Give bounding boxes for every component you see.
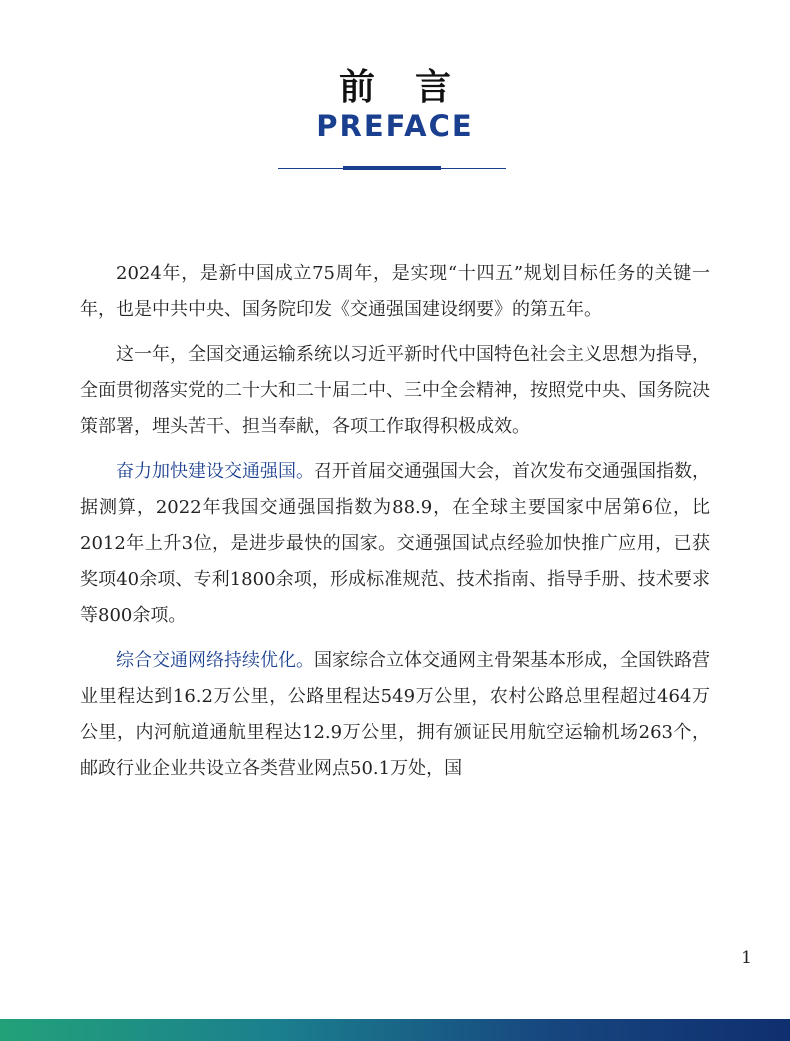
paragraph-2	[80, 337, 710, 445]
title-divider-accent	[343, 166, 441, 170]
page-number: 1	[741, 948, 752, 968]
paragraph-1-text: 2024年，是新中国成立75周年，是实现“十四五”规划目标任务的关键一年，也是中共中央、国务院印发《交通强国建设纲要》的第五年。	[80, 263, 710, 320]
paragraph-4	[80, 643, 710, 787]
page-title-cn: 前言	[338, 67, 491, 108]
body-text	[80, 256, 710, 796]
page-title-en: PREFACE	[316, 109, 474, 143]
paragraph-3-text: 召开首届交通强国大会，首次发布交通强国指数，据测算，2022年我国交通强国指数为88.9，在全球主要国家中居第6位，比2012年上升3位，是进步最快的国家。交通强国试点经验加快推广应用，已获奖项40余项、专利1800余项，形成标准规范、技术指南、指导手册、技术要求等800余项。	[80, 461, 710, 626]
footer-gradient-bar	[0, 1019, 790, 1041]
paragraph-4-lead: 综合交通网络持续优化。	[116, 650, 314, 671]
paragraph-1	[80, 256, 710, 328]
paragraph-3-lead: 奋力加快建设交通强国。	[116, 461, 314, 482]
paragraph-3	[80, 454, 710, 634]
paragraph-4-text: 国家综合立体交通网主骨架基本形成，全国铁路营业里程达到16.2万公里，公路里程达549万公里，农村公路总里程超过464万公里，内河航道通航里程达12.9万公里，拥有颁证民用航空运输机场263个，邮政行业企业共设立各类营业网点50.1万处，国	[80, 650, 710, 779]
paragraph-2-text: 这一年，全国交通运输系统以习近平新时代中国特色社会主义思想为指导，全面贯彻落实党的二十大和二十届二中、三中全会精神，按照党中央、国务院决策部署，埋头苦干、担当奉献，各项工作取得积极成效。	[80, 344, 710, 437]
